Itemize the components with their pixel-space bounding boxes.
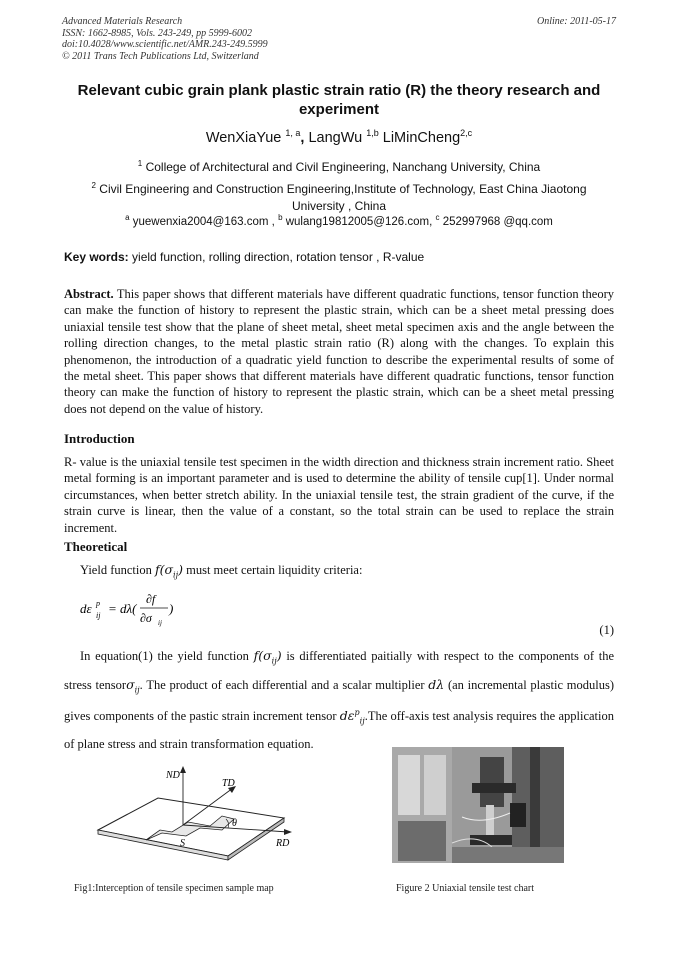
strain-increment-symbol: $d\varepsilon^p_{ij}$ [339,708,365,726]
journal-doi: doi:10.4028/www.scientific.net/AMR.243-249.5999 [62,39,268,50]
svg-text:): ) [169,601,174,616]
yield-line [80,562,614,584]
explain-e: .The off-axis test analysis requires the application of plane stress and strain transformation equation. [64,709,614,751]
figure-1-caption: Fig1:Interception of tensile specimen sample map [74,883,274,894]
svg-text:p: p [96,599,100,608]
email-sup: c [435,213,440,222]
svg-text:∂σ: ∂σ [140,611,152,625]
affiliation-1 [62,155,616,176]
yield-pre: Yield function [80,563,152,577]
svg-text:ij: ij [158,619,162,627]
yield-function-symbol-2: $f(\sigma_{ij})$ [253,648,282,666]
paper-title: Relevant cubic grain plank plastic strain ratio (R) the theory research and experiment [77,82,601,118]
author-name: LiMinCheng [382,129,461,146]
aff-text: College of Architectural and Civil Engineering, Nanchang University, China [145,160,541,174]
figure-2-caption: Figure 2 Uniaxial tensile test chart [396,883,535,894]
svg-text:= dλ(: = dλ( [108,601,137,616]
journal-copyright: © 2011 Trans Tech Publications Ltd, Switzerland [62,50,259,62]
author-sup: 1,b [366,128,379,138]
online-date: Online: 2011-05-17 [537,16,616,27]
s-label: S [180,838,185,849]
email-list [62,213,616,228]
svg-text:∂f: ∂f [146,592,156,606]
svg-text:ij: ij [96,611,101,620]
svg-text:dε: dε [80,601,92,616]
author-name: LangWu [308,129,363,146]
stress-tensor-symbol: $\sigma_{ij}$ [126,676,140,694]
introduction-heading: Introduction [64,431,135,446]
journal-issn: ISSN: 1662-8985, Vols. 243-249, pp 5999-6002 [62,27,252,39]
figure-1-diagram [88,760,318,870]
affiliation-2 [74,177,604,215]
aff-sup: 1 [137,159,143,168]
yield-post: must meet certain liquidity criteria: [186,563,363,577]
author-name: WenXiaYue [205,129,282,146]
abstract-text: This paper shows that different materials have different quadratic functions, tensor function theory can make the function of history to represent the plastic strain, which can be a sheet metal pressing does uniaxial tensile test show that the plane of sheet metal, sheet metal specimen axis and the angle between the rolling direction changes, to the metal plastic strain ratio (R) along with the changes. To explain this phenomenon, the introduction of a quadratic yield function to describe the experimental results of some of the metal sheet. This paper shows that different materials have different quadratic functions, tensor function theory can make the function of history to represent the plastic strain, which can be a sheet metal pressing does not depend on the value of history. [64,287,614,416]
author-sup: 1, a [285,128,301,138]
nd-label: ND [166,770,180,781]
email-link[interactable]: 252997968 @qq.com [442,215,553,228]
aff-text: Civil Engineering and Construction Engineering,Institute of Technology, East China Jiaotong University , China [99,182,587,213]
explain-a: In equation(1) the yield function [80,649,249,663]
equation-explanation [64,644,614,756]
email-sup: b [278,213,283,222]
author-sup: 2,c [460,128,473,138]
yield-function-symbol: $f(\sigma_{ij})$ [155,562,183,580]
keywords [64,250,424,264]
email-link[interactable]: wulang19812005@126.com, [285,215,433,228]
keywords-label: Key words: [64,250,129,264]
author-list: WenXiaYue $^{1, a}$, LangWu $^{1,b}$ LiMinCheng$^{2,c}$ [205,128,473,146]
introduction-text: R- value is the uniaxial tensile test specimen in the width direction and thickness strain increment ratio. Sheet metal forming is an important parameter and is used to determine the ability of tensile cup[1]. Under normal circumstances, when better stretch ability. In the uniaxial tensile test, the strain gradient of the curve, if the strain curve is linear, then the value of a constant, so the total strain can be used to replace the strain increment. [64,455,614,535]
theoretical-heading: Theoretical [64,539,128,554]
keywords-text: yield function, rolling direction, rotation tensor , R-value [132,250,425,264]
theta-label: θ [232,818,237,829]
td-label: TD [222,778,235,789]
explain-b: is differentiated paitially with respect to the components of the stress tensor [64,649,614,692]
equation-number: (1) [599,623,614,637]
aff-sup: 2 [91,181,96,190]
email-link[interactable]: yuewenxia2004@163.com , [132,215,275,228]
explain-d: (an incremental plastic modulus) gives components of the pastic strain increment tensor [64,677,615,724]
figure-2-photo [392,747,564,863]
explain-c: . The product of each differential and a scalar multiplier [139,677,425,692]
journal-name: Advanced Materials Research [62,16,183,27]
abstract [64,286,614,417]
equation-1 [80,590,220,630]
abstract-label: Abstract. [64,287,114,301]
rd-label: RD [276,838,290,849]
lambda-symbol: dλ [428,676,445,692]
email-sup: a [125,213,130,222]
journal-header [62,16,268,62]
